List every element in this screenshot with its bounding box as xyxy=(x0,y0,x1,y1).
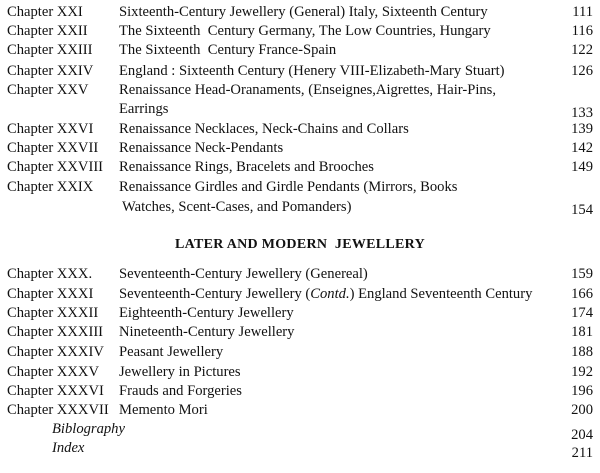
toc-entry-chapter-xxviii xyxy=(0,158,600,177)
chapter-title: Renaissance Neck-Pendants xyxy=(119,140,284,156)
chapter-number: Chapter XXIV xyxy=(7,63,94,79)
section-heading: LATER AND MODERN JEWELLERY xyxy=(174,237,426,252)
page-number: 181 xyxy=(571,324,593,340)
toc-entry-chapter-xxxvi xyxy=(0,382,600,401)
toc-entry-chapter-xxv xyxy=(0,81,600,100)
page-number: 192 xyxy=(571,364,593,380)
toc-entry-chapter-xxxiv xyxy=(0,343,600,362)
chapter-number: Chapter XXXIII xyxy=(7,324,104,340)
page-number: 126 xyxy=(571,63,593,79)
toc-entry-chapter-xxvi xyxy=(0,120,600,139)
chapter-title: Nineteenth-Century Jewellery xyxy=(119,324,295,340)
appendix-title: Biblography xyxy=(52,421,125,437)
chapter-number: Chapter XXXII xyxy=(7,305,99,321)
toc-entry-bibliography xyxy=(0,420,600,443)
toc-entry-chapter-xxiii xyxy=(0,41,600,60)
chapter-title-part: Seventeenth-Century Jewellery ( xyxy=(119,286,311,302)
toc-entry-index xyxy=(0,439,600,461)
chapter-title: The Sixteenth Century France-Spain xyxy=(119,42,337,58)
toc-entry-chapter-xxxv xyxy=(0,363,600,382)
toc-entry-chapter-xxxvii xyxy=(0,401,600,420)
chapter-title: Renaissance Rings, Bracelets and Brooches xyxy=(119,159,374,175)
chapter-title: England : Sixteenth Century (Henery VIII-Elizabeth-Mary Stuart) xyxy=(119,63,505,79)
page-number: 139 xyxy=(571,121,593,137)
chapter-number: Chapter XXX. xyxy=(7,266,93,282)
page-number: 159 xyxy=(571,266,593,282)
chapter-title: Renaissance Girdles and Girdle Pendants (Mirrors, Books xyxy=(119,179,458,195)
page-number: 204 xyxy=(571,427,593,443)
toc-entry-chapter-xxxi xyxy=(0,285,600,304)
page-number: 116 xyxy=(571,23,593,39)
chapter-title xyxy=(119,285,532,304)
chapter-title: Memento Mori xyxy=(119,402,208,418)
chapter-title-continued: Watches, Scent-Cases, and Pomanders) xyxy=(122,199,352,215)
chapter-number: Chapter XXIX xyxy=(7,179,94,195)
chapter-title-part: ) England Seventeenth Century xyxy=(349,286,533,302)
chapter-number: Chapter XXVI xyxy=(7,121,94,137)
chapter-title-continued: Earrings xyxy=(119,101,169,117)
toc-entry-chapter-xxx xyxy=(0,265,600,284)
page-number: 142 xyxy=(571,140,593,156)
chapter-number: Chapter XXII xyxy=(7,23,88,39)
chapter-title: Renaissance Head-Oranaments, (Enseignes,Aigrettes, Hair-Pins, xyxy=(119,82,497,98)
chapter-title: Renaissance Necklaces, Neck-Chains and Collars xyxy=(119,121,409,137)
page-number: 174 xyxy=(571,305,593,321)
chapter-title: Jewellery in Pictures xyxy=(119,364,241,380)
chapter-number: Chapter XXXVII xyxy=(7,402,109,418)
page-number: 200 xyxy=(571,402,593,418)
page-number: 154 xyxy=(571,202,593,218)
toc-entry-chapter-xxix xyxy=(0,178,600,197)
chapter-title: Eighteenth-Century Jewellery xyxy=(119,305,294,321)
page-number: 111 xyxy=(572,4,593,20)
toc-entry-chapter-xxxiii xyxy=(0,323,600,342)
chapter-number: Chapter XXI xyxy=(7,4,83,20)
chapter-number: Chapter XXXI xyxy=(7,286,94,302)
chapter-title: The Sixteenth Century Germany, The Low Countries, Hungary xyxy=(119,23,491,39)
chapter-title: Frauds and Forgeries xyxy=(119,383,242,399)
page-number: 211 xyxy=(571,445,593,461)
chapter-title: Sixteenth-Century Jewellery (General) Italy, Sixteenth Century xyxy=(119,4,488,20)
page-number: 149 xyxy=(571,159,593,175)
page-number: 196 xyxy=(571,383,593,399)
chapter-number: Chapter XXVII xyxy=(7,140,99,156)
toc-entry-chapter-xxi xyxy=(0,3,600,22)
chapter-number: Chapter XXXV xyxy=(7,364,100,380)
page-number: 166 xyxy=(571,286,593,302)
toc-entry-chapter-xxv-page xyxy=(0,100,600,119)
appendix-title: Index xyxy=(52,440,85,456)
chapter-title: Seventeenth-Century Jewellery (Genereal) xyxy=(119,266,368,282)
toc-entry-chapter-xxxii xyxy=(0,304,600,323)
toc-entry-chapter-xxiv xyxy=(0,62,600,81)
chapter-number: Chapter XXXVI xyxy=(7,383,104,399)
chapter-number: Chapter XXIII xyxy=(7,42,93,58)
chapter-number: Chapter XXVIII xyxy=(7,159,104,175)
chapter-number: Chapter XXV xyxy=(7,82,89,98)
page-number: 133 xyxy=(571,105,593,121)
chapter-number: Chapter XXXIV xyxy=(7,344,104,360)
page-number: 122 xyxy=(571,42,593,58)
toc-entry-chapter-xxvii xyxy=(0,139,600,158)
page-number: 188 xyxy=(571,344,593,360)
toc-entry-chapter-xxix-continued xyxy=(0,198,600,217)
toc-entry-chapter-xxii xyxy=(0,22,600,41)
chapter-title-italic: Contd. xyxy=(310,286,350,302)
chapter-title: Peasant Jewellery xyxy=(119,344,224,360)
